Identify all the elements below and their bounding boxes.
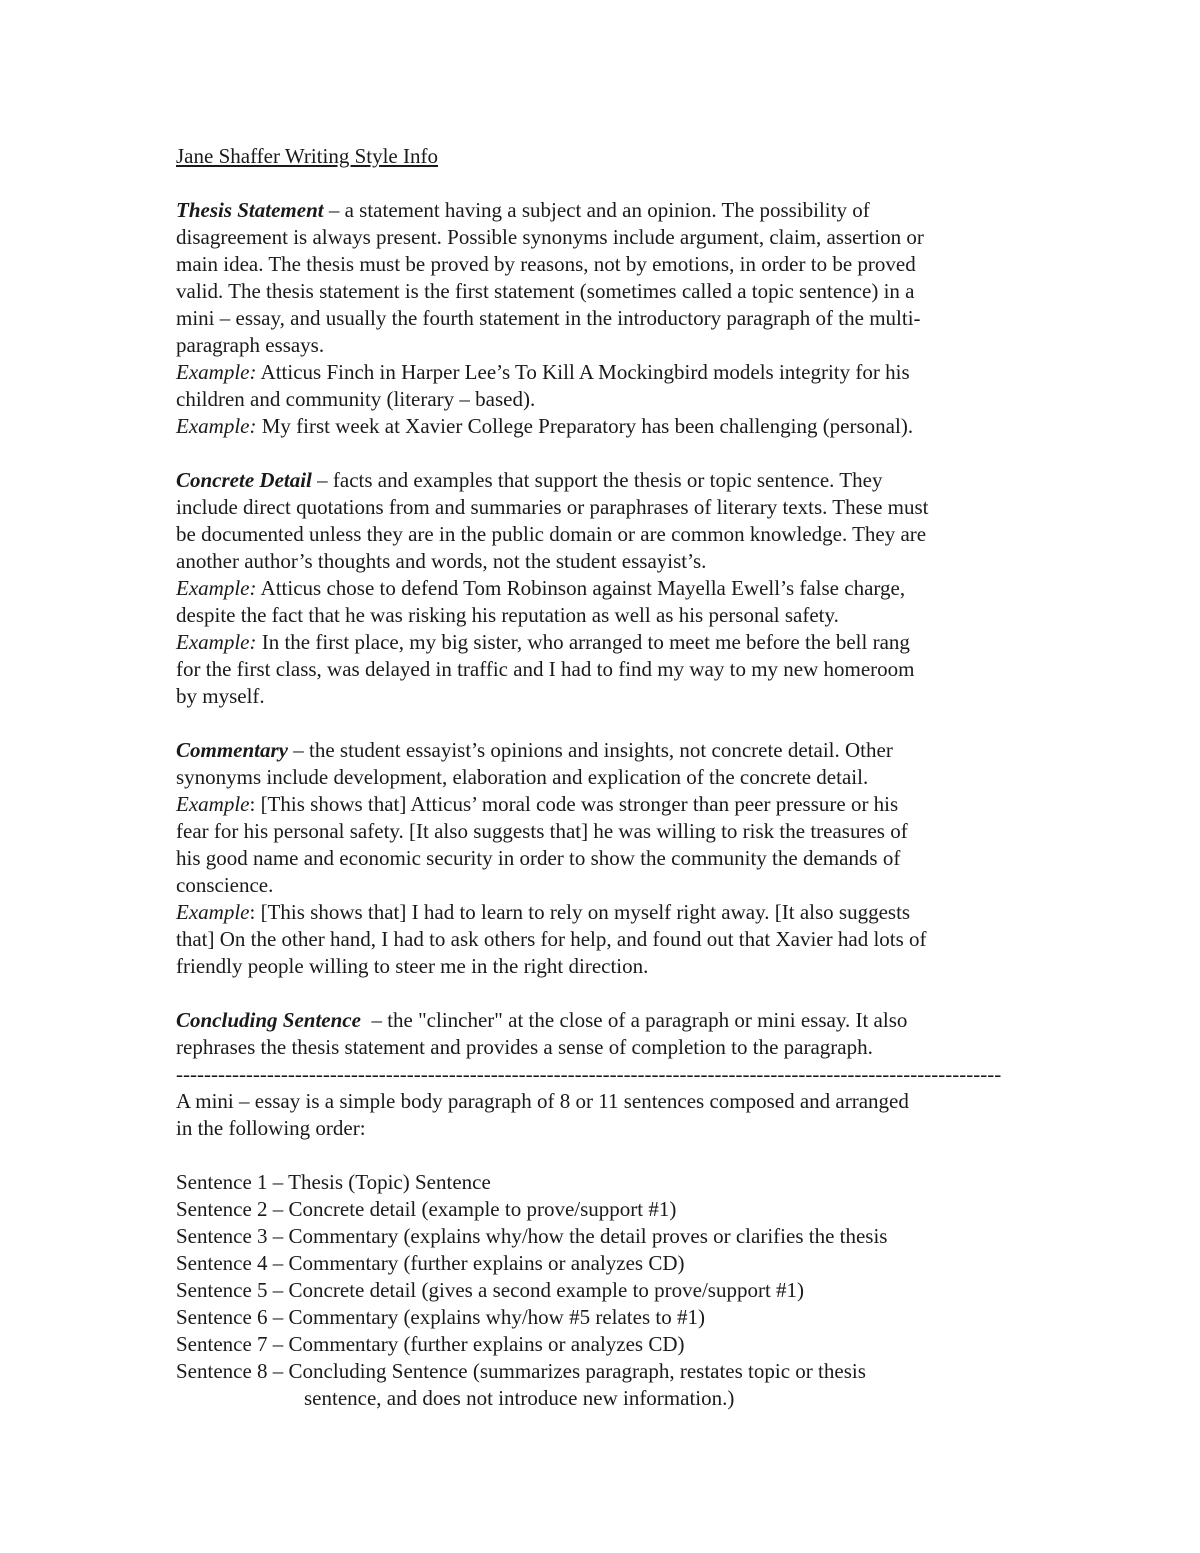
line-text: rephrases the thesis statement and provides a sense of completion to the paragraph. bbox=[176, 1035, 873, 1059]
text-line bbox=[176, 278, 1001, 305]
line-text: – facts and examples that support the thesis or topic sentence. They bbox=[311, 468, 883, 492]
line-text: – the student essayist’s opinions and insights, not concrete detail. Other bbox=[288, 738, 893, 762]
line-text: Sentence 7 – Commentary (further explains or analyzes CD) bbox=[176, 1332, 685, 1356]
line-text: Sentence 5 – Concrete detail (gives a second example to prove/support #1) bbox=[176, 1278, 805, 1302]
text-line bbox=[176, 845, 1001, 872]
text-line bbox=[176, 602, 1001, 629]
document-title: Jane Shaffer Writing Style Info bbox=[176, 144, 438, 168]
line-text: Sentence 2 – Concrete detail (example to prove/support #1) bbox=[176, 1197, 677, 1221]
line-text: that] On the other hand, I had to ask others for help, and found out that Xavier had lots of bbox=[176, 927, 927, 951]
line-text: include direct quotations from and summaries or paraphrases of literary texts. These must bbox=[176, 495, 929, 519]
line-text: another author’s thoughts and words, not the student essayist’s. bbox=[176, 549, 707, 573]
blank-line bbox=[176, 980, 1001, 1007]
text-line bbox=[176, 1331, 1001, 1358]
text-line bbox=[176, 926, 1001, 953]
line-text: ---------------------------------------------------------------------------------------------------------------------- bbox=[176, 1062, 1002, 1086]
line-text: main idea. The thesis must be proved by reasons, not by emotions, in order to be proved bbox=[176, 252, 916, 276]
text-line bbox=[176, 1115, 1001, 1142]
text-line bbox=[176, 953, 1001, 980]
text-line bbox=[176, 683, 1001, 710]
paragraph bbox=[176, 197, 1001, 440]
paragraph bbox=[176, 467, 1001, 710]
paragraph bbox=[176, 1169, 1001, 1412]
example-label: Example: bbox=[176, 630, 257, 654]
text-line bbox=[176, 1034, 1001, 1061]
blank-line bbox=[176, 710, 1001, 737]
line-text: A mini – essay is a simple body paragraph of 8 or 11 sentences composed and arranged bbox=[176, 1089, 909, 1113]
example-label: Example: bbox=[176, 360, 257, 384]
blank-line bbox=[176, 170, 1001, 197]
text-line bbox=[176, 1196, 1001, 1223]
text-line bbox=[176, 872, 1001, 899]
line-text: conscience. bbox=[176, 873, 274, 897]
text-line bbox=[176, 1061, 1001, 1088]
blank-line bbox=[176, 1142, 1001, 1169]
text-line bbox=[176, 305, 1001, 332]
line-text: Sentence 6 – Commentary (explains why/how #5 relates to #1) bbox=[176, 1305, 705, 1329]
paragraph bbox=[176, 1007, 1001, 1142]
text-line bbox=[176, 737, 1001, 764]
line-text: : [This shows that] Atticus’ moral code was stronger than peer pressure or his bbox=[249, 792, 899, 816]
text-line bbox=[176, 251, 1001, 278]
term-heading: Thesis Statement bbox=[176, 198, 324, 222]
text-line bbox=[176, 197, 1001, 224]
line-text: – a statement having a subject and an opinion. The possibility of bbox=[323, 198, 870, 222]
text-line bbox=[176, 1169, 1001, 1196]
line-text: Atticus Finch in Harper Lee’s To Kill A Mockingbird models integrity for his bbox=[256, 360, 910, 384]
example-label: Example bbox=[176, 792, 250, 816]
text-line bbox=[176, 224, 1001, 251]
text-line bbox=[176, 1358, 1001, 1385]
line-text: – the "clincher" at the close of a paragraph or mini essay. It also bbox=[360, 1008, 908, 1032]
line-text: Sentence 8 – Concluding Sentence (summarizes paragraph, restates topic or thesis bbox=[176, 1359, 866, 1383]
text-line bbox=[176, 332, 1001, 359]
line-text: for the first class, was delayed in traffic and I had to find my way to my new homeroom bbox=[176, 657, 915, 681]
line-text: My first week at Xavier College Preparatory has been challenging (personal). bbox=[256, 414, 914, 438]
term-heading: Commentary bbox=[176, 738, 289, 762]
text-line bbox=[176, 1007, 1001, 1034]
text-line bbox=[176, 1088, 1001, 1115]
text-line bbox=[176, 575, 1001, 602]
blank-line bbox=[176, 440, 1001, 467]
line-text: : [This shows that] I had to learn to rely on myself right away. [It also suggests bbox=[249, 900, 911, 924]
line-text: disagreement is always present. Possible synonyms include argument, claim, assertion or bbox=[176, 225, 924, 249]
document-page bbox=[176, 143, 1001, 1412]
line-text: his good name and economic security in order to show the community the demands of bbox=[176, 846, 901, 870]
paragraph bbox=[176, 737, 1001, 980]
line-text: be documented unless they are in the public domain or are common knowledge. They are bbox=[176, 522, 927, 546]
line-text: Sentence 1 – Thesis (Topic) Sentence bbox=[176, 1170, 491, 1194]
example-label: Example bbox=[176, 900, 250, 924]
text-line bbox=[176, 467, 1001, 494]
line-text: Atticus chose to defend Tom Robinson against Mayella Ewell’s false charge, bbox=[256, 576, 906, 600]
line-text: fear for his personal safety. [It also suggests that] he was willing to risk the treasures of bbox=[176, 819, 908, 843]
line-text: children and community (literary – based). bbox=[176, 387, 536, 411]
text-line bbox=[176, 656, 1001, 683]
line-text: valid. The thesis statement is the first statement (sometimes called a topic sentence) in a bbox=[176, 279, 915, 303]
line-text: In the first place, my big sister, who arranged to meet me before the bell rang bbox=[256, 630, 910, 654]
text-line bbox=[176, 1304, 1001, 1331]
text-line bbox=[176, 1385, 1001, 1412]
line-text: synonyms include development, elaboration and explication of the concrete detail. bbox=[176, 765, 869, 789]
example-label: Example: bbox=[176, 576, 257, 600]
text-line bbox=[176, 548, 1001, 575]
text-line bbox=[176, 359, 1001, 386]
text-line bbox=[176, 629, 1001, 656]
line-text: Sentence 3 – Commentary (explains why/how the detail proves or clarifies the thesis bbox=[176, 1224, 888, 1248]
document-body bbox=[176, 197, 1001, 1412]
line-text: by myself. bbox=[176, 684, 265, 708]
text-line bbox=[176, 494, 1001, 521]
text-line bbox=[176, 413, 1001, 440]
example-label: Example: bbox=[176, 414, 257, 438]
text-line bbox=[176, 791, 1001, 818]
line-text: friendly people willing to steer me in the right direction. bbox=[176, 954, 649, 978]
line-text: in the following order: bbox=[176, 1116, 366, 1140]
text-line bbox=[176, 899, 1001, 926]
text-line bbox=[176, 1250, 1001, 1277]
line-text: Sentence 4 – Commentary (further explains or analyzes CD) bbox=[176, 1251, 685, 1275]
text-line bbox=[176, 386, 1001, 413]
text-line bbox=[176, 521, 1001, 548]
text-line bbox=[176, 1223, 1001, 1250]
term-heading: Concluding Sentence bbox=[176, 1008, 361, 1032]
line-text: mini – essay, and usually the fourth statement in the introductory paragraph of the multi- bbox=[176, 306, 921, 330]
text-line bbox=[176, 1277, 1001, 1304]
line-text: despite the fact that he was risking his reputation as well as his personal safety. bbox=[176, 603, 839, 627]
text-line bbox=[176, 764, 1001, 791]
line-text: paragraph essays. bbox=[176, 333, 325, 357]
term-heading: Concrete Detail bbox=[176, 468, 312, 492]
text-line bbox=[176, 818, 1001, 845]
line-text: sentence, and does not introduce new information.) bbox=[304, 1386, 735, 1410]
